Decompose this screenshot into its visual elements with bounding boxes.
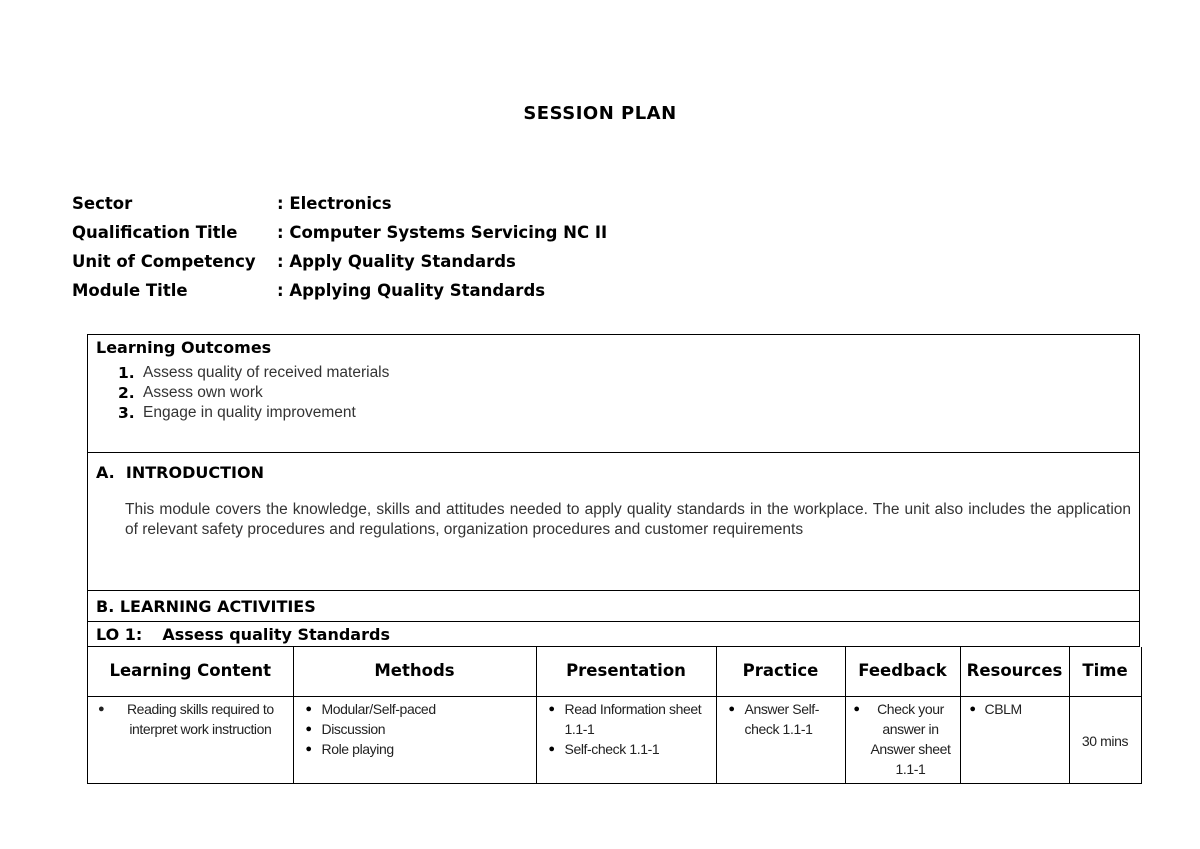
column-header-learning-content: Learning Content [88,647,293,696]
item-text: Engage in quality improvement [143,404,356,421]
list-item [294,739,536,759]
lo1-label: LO 1: [96,624,143,644]
bullet-icon: ● [305,722,312,735]
meta-row-unit [72,247,607,276]
meta-label: Module Title [72,281,188,300]
item-number: 2. [118,384,135,402]
list-item [537,699,716,739]
bullet-icon: ● [305,702,312,715]
list-item [294,719,536,739]
meta-row-sector [72,189,607,218]
item-text: Read Information sheet 1.1-1 [564,700,702,737]
item-number: 3. [118,404,135,422]
meta-value: : Electronics [277,194,392,213]
meta-row-module [72,276,607,305]
page-title: SESSION PLAN [523,103,677,124]
item-text: Self-check 1.1-1 [564,740,660,757]
activities-table [88,647,1142,784]
introduction-section [88,453,1140,591]
list-item: ● Reading skills required to interpret work instruction [88,699,293,739]
bullet-icon: ● [853,702,860,715]
introduction-heading: A. INTRODUCTION [96,463,264,482]
item-text: Reading skills required to interpret work instruction [126,700,274,737]
column-header-resources: Resources [960,647,1069,696]
list-item [961,699,1069,719]
meta-label: Unit of Competency [72,252,256,271]
list-item [294,699,536,719]
item-text: Assess own work [143,384,263,401]
item-text: Assess quality of received materials [143,364,390,381]
table-row [88,696,1141,783]
cell-learning-content [88,696,293,783]
lo1-row [88,622,1140,647]
cell-practice [716,696,845,783]
bullet-icon: ● [548,742,555,755]
bullet-icon: ● [969,702,976,715]
lo1-title: Assess quality Standards [162,624,390,644]
cell-presentation [536,696,716,783]
bullet-icon: ● [728,702,735,715]
item-text: Check your answer in Answer sheet 1.1-1 [870,700,951,777]
introduction-text: This module covers the knowledge, skills and attitudes needed to apply quality standards in the workplace. The unit also includes the application of relevant safety procedures and regulations, organization procedures and customer requirements [125,501,1131,538]
learning-outcomes-section [88,335,1140,453]
session-plan-table [87,334,1140,784]
meta-label: Qualification Title [72,223,238,242]
item-text: Role playing [321,740,394,757]
meta-value: : Applying Quality Standards [277,281,546,300]
cell-methods [293,696,536,783]
column-header-feedback: Feedback [845,647,960,696]
cell-resources [960,696,1069,783]
list-item [118,403,1131,423]
cell-time: 30 mins [1069,696,1141,783]
column-header-methods: Methods [293,647,536,696]
item-number: 1. [118,364,135,382]
learning-activities-heading-row [88,591,1140,622]
list-item [717,699,845,739]
item-text: CBLM [984,700,1022,717]
meta-label: Sector [72,194,133,213]
table-header-row [88,647,1141,696]
plan-metadata [72,189,607,305]
list-item [118,383,1131,403]
column-header-presentation: Presentation [536,647,716,696]
learning-outcomes-list [118,363,1131,423]
item-text: Answer Self-check 1.1-1 [744,700,820,737]
learning-outcomes-heading: Learning Outcomes [96,338,272,357]
list-item [846,699,960,779]
meta-row-qualification [72,218,607,247]
column-header-practice: Practice [716,647,845,696]
item-text: Modular/Self-paced [321,700,436,717]
item-text: Discussion [321,720,386,737]
list-item [537,739,716,759]
bullet-icon: ● [305,742,312,755]
bullet-icon: ● [548,702,555,715]
list-item [118,363,1131,383]
meta-value: : Apply Quality Standards [277,252,516,271]
cell-feedback [845,696,960,783]
learning-activities-heading: B. LEARNING ACTIVITIES [96,596,316,616]
meta-value: : Computer Systems Servicing NC II [277,223,608,242]
column-header-time: Time [1069,647,1141,696]
